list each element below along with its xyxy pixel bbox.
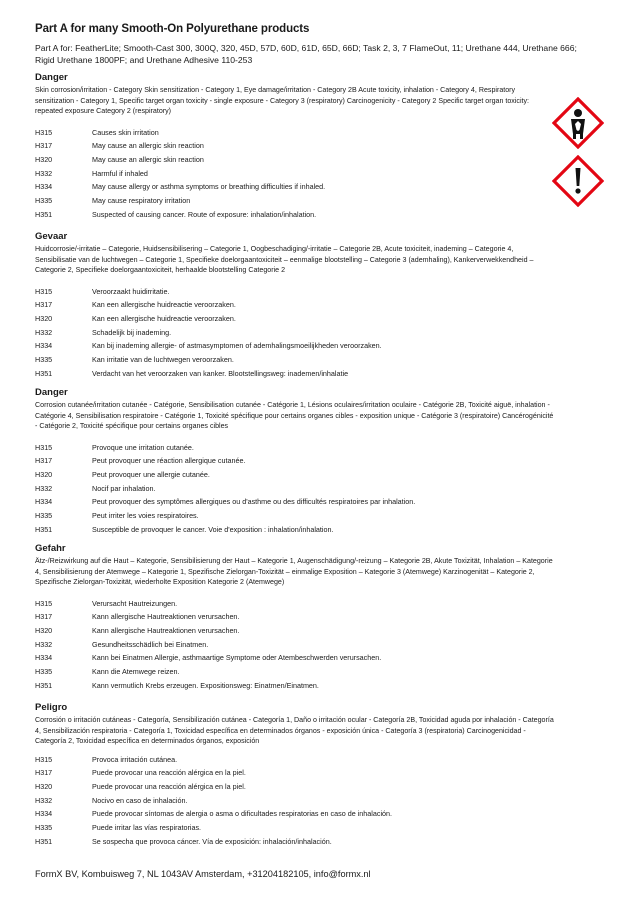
hazard-code: H315 (35, 754, 53, 764)
hazard-statement-row (35, 821, 555, 835)
hazard-text: Harmful if inhaled (92, 168, 148, 178)
hazard-code: H317 (35, 612, 53, 622)
hazard-code: H332 (35, 327, 53, 337)
hazard-classification: Corrosion cutanée/irritation cutanée - Catégorie, Sensibilisation cutanée - Catégorie 1, Lésions oculaires/irritation oculaire - Catégorie 2B, Toxicité aiguë, inhalation - Catégorie 4, Sensibilisation respiratoire - Catégorie 1, Toxicité spécifique pour certains organes cibles - exposition unique - Catégorie 3 (respiratoire) Cancérogénicité - Catégorie 2, Toxicité spécifique pour certains organes cibles (35, 401, 554, 430)
hazard-code: H334 (35, 497, 53, 507)
hazard-text: Kan irritatie van de luchtwegen veroorzaken. (92, 355, 234, 365)
hazard-statement-list (35, 753, 555, 849)
hazard-statement-row (35, 353, 555, 367)
hazard-statement-row (35, 597, 555, 611)
hazard-code: H332 (35, 483, 53, 493)
hazard-text: Verursacht Hautreizungen. (92, 598, 178, 608)
hazard-text: May cause an allergic skin reaction (92, 141, 204, 151)
hazard-text: May cause an allergic skin reaction (92, 154, 204, 164)
hazard-code: H315 (35, 286, 53, 296)
section-english (35, 72, 555, 221)
hazard-text: Kann vermutlich Krebs erzeugen. Expositionsweg: Einatmen/Einatmen. (92, 680, 319, 690)
hazard-text: Susceptible de provoquer le cancer. Voie d'exposition : inhalation/inhalation. (92, 524, 334, 534)
hazard-code: H351 (35, 836, 53, 846)
hazard-code: H351 (35, 524, 53, 534)
hazard-code: H320 (35, 625, 53, 635)
hazard-statement-row (35, 139, 555, 153)
hazard-text: Suspected of causing cancer. Route of exposure: inhalation/inhalation. (92, 209, 317, 219)
section-spanish (35, 702, 555, 848)
hazard-statement-row (35, 339, 555, 353)
hazard-code: H351 (35, 209, 53, 219)
hazard-text: Peut provoquer une réaction allergique cutanée. (92, 456, 246, 466)
hazard-classification: Skin corrosion/irritation - Category Skin sensitization - Category 1, Eye damage/irritation - Category 2B Acute toxicity, inhalation - Category 4, Respiratory sensitization - Category 1, Specific target organ toxicity - single exposure - Category 3 (respiratory) Carcinogenicity - Category 2 Specific target organ toxicity: repeated exposure Category 2 (respiratory) (35, 86, 530, 115)
hazard-statement-row (35, 780, 555, 794)
hazard-text: Kan een allergische huidreactie veroorzaken. (92, 300, 236, 310)
hazard-text: Peut irriter les voies respiratoires. (92, 511, 199, 521)
hazard-code: H320 (35, 154, 53, 164)
hazard-classification: Corrosión o irritación cutáneas - Categoría, Sensibilización cutánea - Categoría 1, Daño o irritación ocular - Categoría 2B, Toxicidad aguda por inhalación - Categoría 4, Sensibilización respiratoria - Categoría 1, Toxicidad específica en determinados órganos - exposición única - Categoría 3 (respiratoria) Carcinogenicidad - Categoría 2, Toxicidad específica en determinados órganos, exposición (35, 716, 554, 745)
hazard-text: Kann allergische Hautreaktionen verursachen. (92, 612, 240, 622)
hazard-code: H317 (35, 456, 53, 466)
hazard-text: Schadelijk bij inademing. (92, 327, 172, 337)
hazard-statement-row (35, 665, 555, 679)
hazard-text: May cause allergy or asthma symptoms or breathing difficulties if inhaled. (92, 182, 326, 192)
hazard-statement-row (35, 807, 555, 821)
hazard-text: Verdacht van het veroorzaken van kanker. Blootstellingsweg: inademen/inhalatie (92, 368, 349, 378)
hazard-text: Se sospecha que provoca cáncer. Vía de exposición: inhalación/inhalación. (92, 836, 332, 846)
hazard-text: Puede irritar las vías respiratorias. (92, 823, 202, 833)
hazard-code: H315 (35, 127, 53, 137)
hazard-code: H317 (35, 141, 53, 151)
hazard-code: H351 (35, 368, 53, 378)
hazard-code: H335 (35, 196, 53, 206)
hazard-code: H335 (35, 511, 53, 521)
hazard-text: Provoque une irritation cutanée. (92, 442, 194, 452)
hazard-code: H332 (35, 168, 53, 178)
hazard-code: H334 (35, 809, 53, 819)
hazard-text: Causes skin irritation (92, 127, 159, 137)
hazard-code: H335 (35, 823, 53, 833)
hazard-statement-row (35, 482, 555, 496)
hazard-text: Kann die Atemwege reizen. (92, 667, 180, 677)
hazard-text: Nocivo en caso de inhalación. (92, 795, 188, 805)
hazard-statement-row (35, 153, 555, 167)
page-title: Part A for many Smooth-On Polyurethane products (35, 23, 310, 35)
hazard-code: H315 (35, 598, 53, 608)
hazard-statement-row (35, 367, 555, 381)
hazard-statement-row (35, 312, 555, 326)
hazard-code: H317 (35, 768, 53, 778)
hazard-code: H320 (35, 313, 53, 323)
hazard-statement-row (35, 441, 555, 455)
hazard-statement-row (35, 126, 555, 140)
signal-word: Gevaar (35, 231, 68, 242)
signal-word: Peligro (35, 702, 68, 713)
hazard-statement-row (35, 180, 555, 194)
hazard-text: Gesundheitsschädlich bei Einatmen. (92, 639, 209, 649)
hazard-statement-row (35, 285, 555, 299)
hazard-code: H351 (35, 680, 53, 690)
hazard-code: H335 (35, 355, 53, 365)
hazard-text: Kan een allergische huidreactie veroorzaken. (92, 313, 236, 323)
hazard-statement-row (35, 509, 555, 523)
signal-word: Danger (35, 387, 68, 398)
hazard-statement-row (35, 194, 555, 208)
hazard-statement-row (35, 794, 555, 808)
hazard-code: H335 (35, 667, 53, 677)
hazard-statement-list (35, 441, 555, 537)
hazard-statement-row (35, 208, 555, 222)
hazard-code: H320 (35, 781, 53, 791)
hazard-statement-row (35, 167, 555, 181)
hazard-statement-list (35, 285, 555, 381)
hazard-code: H332 (35, 639, 53, 649)
hazard-code: H334 (35, 341, 53, 351)
hazard-text: Puede provocar síntomas de alergia o asma o dificultades respiratorias en caso de inhalación. (92, 809, 393, 819)
hazard-statement-list (35, 597, 555, 693)
product-list: Part A for: FeatherLite; Smooth-Cast 300, 300Q, 320, 45D, 57D, 60D, 61D, 65D, 66D; Task 2, 3, 7 FlameOut, 11; Urethane 444, Urethane 666; Rigid Urethane 1800PF; and Urethane Adhesive 110-253 (35, 43, 577, 65)
hazard-text: Kan bij inademing allergie- of astmasymptomen of ademhalingsmoeilijkheden veroorzaken. (92, 341, 382, 351)
hazard-statement-row (35, 835, 555, 849)
signal-word: Gefahr (35, 543, 66, 554)
section-french (35, 387, 555, 536)
hazard-statement-list (35, 126, 555, 222)
section-german (35, 543, 555, 692)
hazard-statement-row (35, 495, 555, 509)
hazard-code: H334 (35, 182, 53, 192)
hazard-statement-row (35, 454, 555, 468)
hazard-statement-row (35, 679, 555, 693)
section-dutch (35, 231, 555, 380)
exclamation-mark-pictogram-icon (552, 155, 604, 207)
hazard-statement-row (35, 624, 555, 638)
hazard-text: Peut provoquer une allergie cutanée. (92, 469, 210, 479)
signal-word: Danger (35, 72, 68, 83)
hazard-text: Kann allergische Hautreaktionen verursachen. (92, 625, 240, 635)
hazard-statement-row (35, 610, 555, 624)
hazard-code: H334 (35, 653, 53, 663)
hazard-statement-row (35, 766, 555, 780)
hazard-code: H332 (35, 795, 53, 805)
company-footer: FormX BV, Kombuisweg 7, NL 1043AV Amsterdam, +31204182105, info@formx.nl (35, 869, 371, 879)
hazard-statement-row (35, 326, 555, 340)
hazard-text: Puede provocar una reacción alérgica en la piel. (92, 781, 246, 791)
hazard-statement-row (35, 638, 555, 652)
hazard-statement-row (35, 651, 555, 665)
hazard-statement-row (35, 468, 555, 482)
hazard-text: Puede provocar una reacción alérgica en la piel. (92, 768, 246, 778)
hazard-text: May cause respiratory irritation (92, 196, 191, 206)
hazard-statement-row (35, 753, 555, 767)
hazard-code: H315 (35, 442, 53, 452)
hazard-statement-row (35, 523, 555, 537)
hazard-code: H317 (35, 300, 53, 310)
hazard-text: Provoca irritación cutánea. (92, 754, 178, 764)
hazard-text: Veroorzaakt huidirritatie. (92, 286, 170, 296)
hazard-text: Nocif par inhalation. (92, 483, 156, 493)
health-hazard-pictogram-icon (552, 97, 604, 149)
hazard-classification: Huidcorrosie/-irritatie – Categorie, Huidsensibilisering – Categorie 1, Oogbeschadiging/-irritatie – Categorie 2B, Acute toxiciteit, inademing – Categorie 4, Sensibilisatie van de luchtwegen – Categorie 1, Specifieke doelorgaantoxiciteit – eenmalige blootstelling – Categorie 3 (ademhaling), Kankerverwekkendheid – Categorie 2, Specifieke doelorgaantoxiciteit, herhaalde blootstelling Categorie 2 (35, 245, 534, 274)
hazard-statement-row (35, 298, 555, 312)
hazard-code: H320 (35, 469, 53, 479)
hazard-text: Peut provoquer des symptômes allergiques ou d'asthme ou des difficultés respiratoires par inhalation. (92, 497, 416, 507)
ghs-pictograms (552, 97, 612, 207)
hazard-text: Kann bei Einatmen Allergie, asthmaartige Symptome oder Atembeschwerden verursachen. (92, 653, 382, 663)
hazard-classification: Ätz-/Reizwirkung auf die Haut – Kategorie, Sensibilisierung der Haut – Kategorie 1, Augenschädigung/-reizung – Kategorie 2B, Akute Toxizität, Inhalation – Kategorie 4, Sensibilisierung der Atemwege – Kategorie 1, Spezifische Zielorgan-Toxizität – einmalige Exposition – Kategorie 3 (Atemwege) Karzinogenität – Kategorie 2, Spezifische Zielorgan-Toxizität, wiederholte Exposition Kategorie 2 (Atemwege) (35, 557, 553, 586)
